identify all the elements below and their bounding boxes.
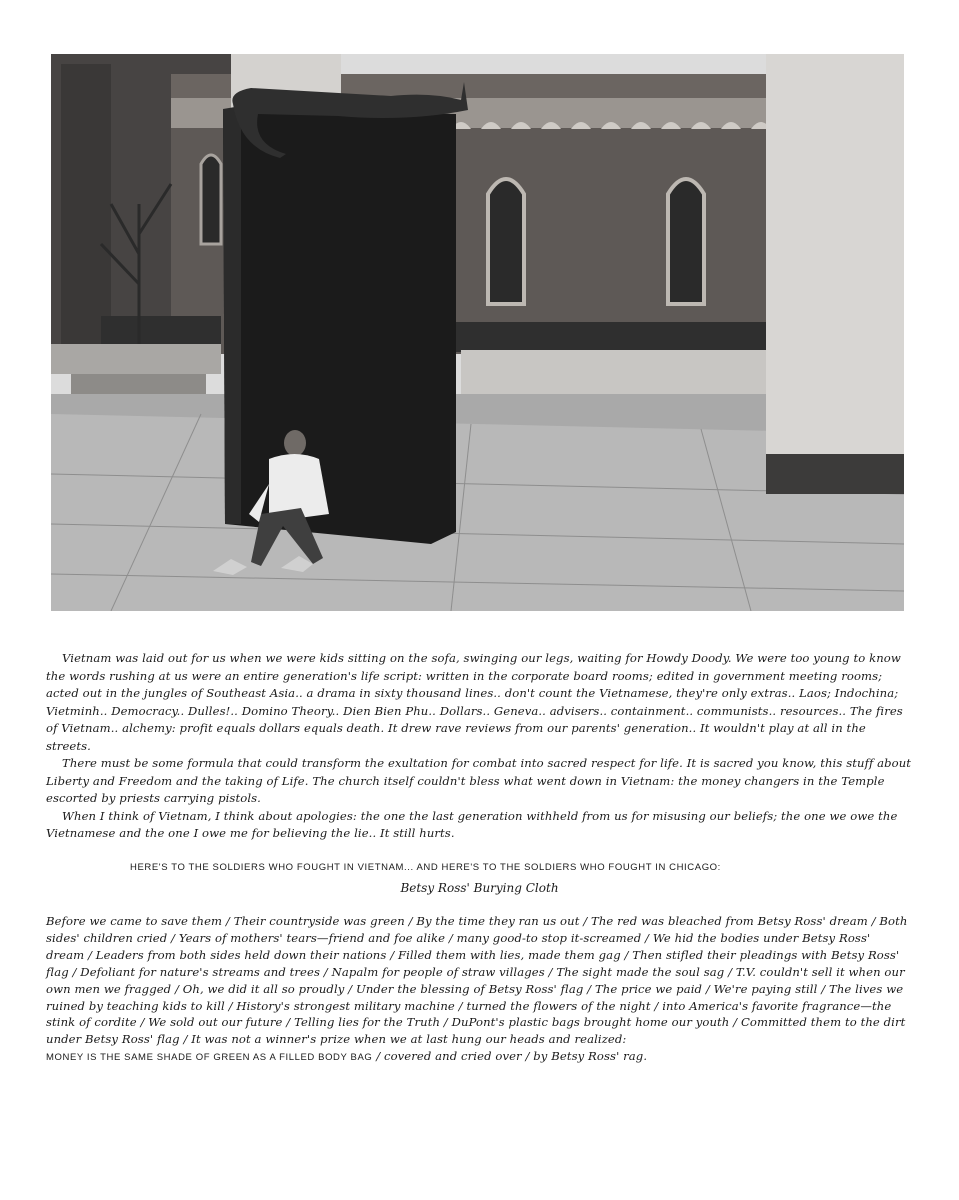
- poem: [46, 913, 912, 1067]
- essay: [46, 650, 912, 843]
- toast-line: HERE'S TO THE SOLDIERS WHO FOUGHT IN VIETNAM... AND HERE'S TO THE SOLDIERS WHO FOUGHT IN CHICAGO:: [130, 862, 721, 873]
- poem-title: Betsy Ross' Burying Cloth: [400, 881, 559, 895]
- right-pillar: [766, 54, 904, 474]
- arched-window-right: [668, 179, 704, 304]
- poem-closing: / covered and cried over / by Betsy Ross' rag.: [376, 1049, 648, 1064]
- essay-paragraph-3: When I think of Vietnam, I think about apologies: the one the last generation withheld from us for misusing our beliefs; the one we owe the Vietnamese and the one I owe me for believing the lie.. It still hurts.: [46, 808, 898, 840]
- essay-paragraph-1: Vietnam was laid out for us when we were kids sitting on the sofa, swinging our legs, waiting for Howdy Doody. We were too young to know the words rushing at us were an entire generation's life script: written in the corporate board rooms; edited in government meeting rooms; acted out in the jungles of Southeast Asia.. a drama in sixty thousand lines.. don't count the Vietnamese, they're only extras.. Laos; Indochina; Vietminh.. Democracy.. Dulles!.. Domino Theory.. Dien Bien Phu.. Dollars.. Geneva.. advisers.. containment.. communists.. resources.. The fires of Vietnam.. alchemy: profit equals dollars equals death. It drew rave reviews from our parents' generation.. It wouldn't play at all in the streets.: [46, 651, 903, 753]
- poem-body: Before we came to save them / Their countryside was green / By the time they ran us out / The red was bleached from Betsy Ross' dream / Both sides' children cried / Years of mothers' tears—friend and foe alike / many good-to stop it-screamed / We hid the bodies under Betsy Ross' dream / Leaders from both sides held down their nations / Filled them with lies, made them gag / Then stifled their pleadings with Betsy Ross' flag / Defoliant for nature's streams and trees / Napalm for people of straw villages / The sight made the soul sag / T.V. couldn't sell it when our own men we fragged / Oh, we did it all so proudly / Under the blessing of Betsy Ross' flag / The price we paid / We're paying still / The lives we ruined by teaching kids to kill / History's strongest military machine / turned the flowers of the night / into America's favorite fragrance—the stink of cordite / We sold out our future / Telling lies for the Truth / DuPont's plastic bags brought home our youth / Committed them to the dirt under Betsy Ross' flag / It was not a winner's prize when we at last hung our heads and realized:: [46, 914, 908, 1047]
- photograph-icon: [51, 54, 904, 611]
- memorial-slab: [223, 109, 456, 544]
- arched-window-left: [488, 179, 524, 304]
- poem-closing-caps: MONEY IS THE SAME SHADE OF GREEN AS A FILLED BODY BAG: [46, 1052, 373, 1064]
- essay-paragraph-2: There must be some formula that could transform the exultation for combat into sacred respect for life. It is sacred you know, this stuff about Liberty and Freedom and the taking of Life. The church itself couldn't bless what went down in Vietnam: the money changers in the Temple escorted by priests carrying pistols.: [46, 756, 912, 805]
- photograph: [51, 54, 904, 611]
